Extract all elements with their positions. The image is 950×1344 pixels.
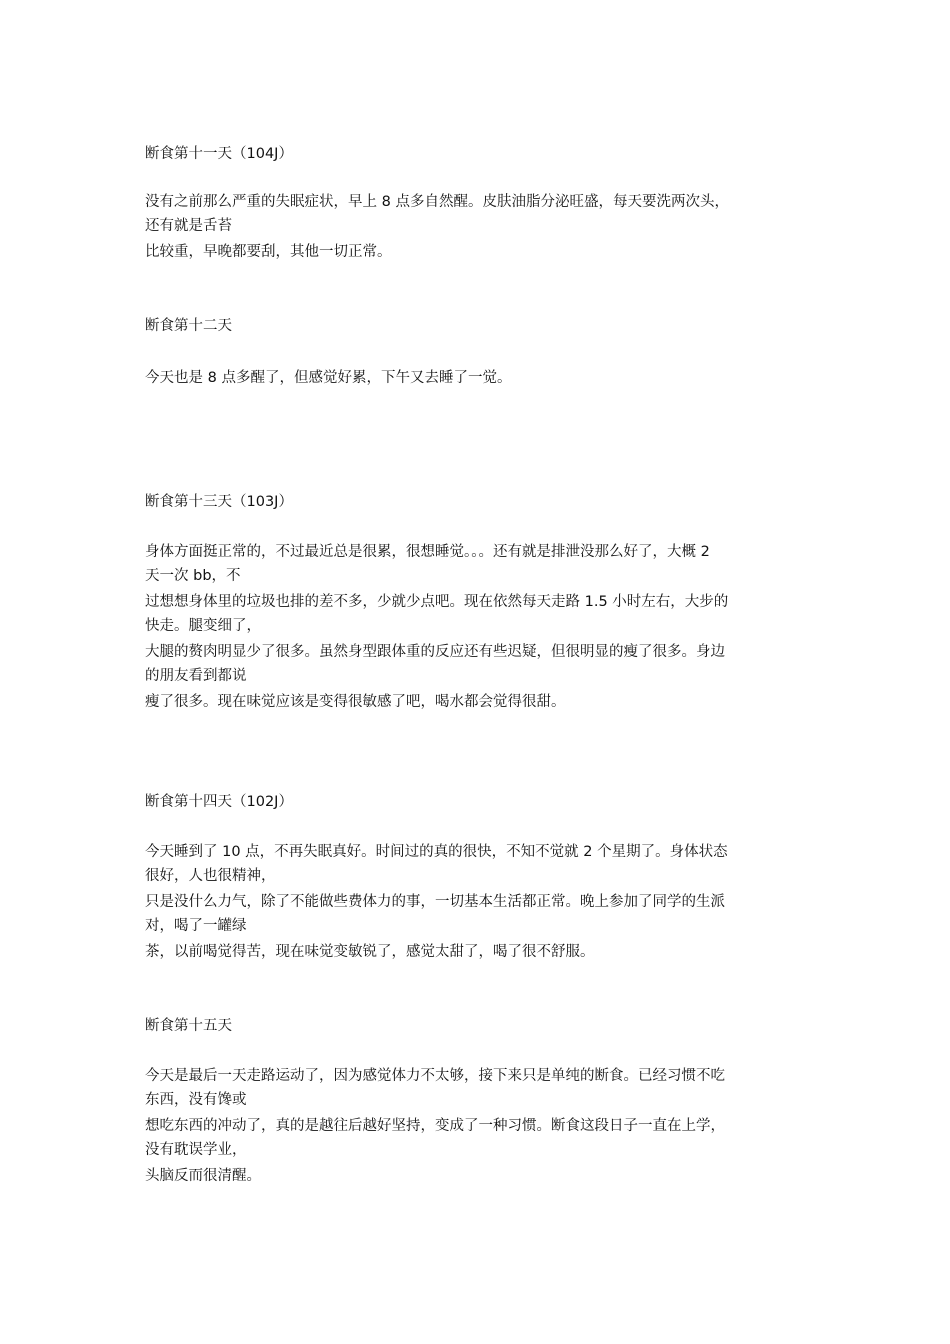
entry-text-line: 茶，以前喝觉得苦，现在味觉变敏锐了，感觉太甜了，喝了很不舒服。 <box>145 944 595 960</box>
entry-heading: 断食第十一天（104J） <box>145 146 293 162</box>
entry-text-line: 没有耽误学业， <box>145 1142 247 1158</box>
entry-text-line: 只是没什么力气，除了不能做些费体力的事，一切基本生活都正常。晚上参加了同学的生派 <box>145 894 725 910</box>
entry-heading: 断食第十二天 <box>145 318 232 334</box>
entry-text-line: 对，喝了一罐绿 <box>145 918 247 934</box>
entry-heading: 断食第十五天 <box>145 1018 232 1034</box>
entry-heading: 断食第十三天（103J） <box>145 494 293 510</box>
entry-text-line: 今天也是 8 点多醒了，但感觉好累，下午又去睡了一觉。 <box>145 370 512 386</box>
entry-text-line: 东西，没有馋或 <box>145 1092 247 1108</box>
entry-heading: 断食第十四天（102J） <box>145 794 293 810</box>
entry-text-line: 天一次 bb，不 <box>145 568 241 584</box>
entry-text-line: 过想想身体里的垃圾也排的差不多，少就少点吧。现在依然每天走路 1.5 小时左右，大步的 <box>145 594 729 610</box>
entry-text-line: 比较重，早晚都要刮，其他一切正常。 <box>145 244 392 260</box>
entry-text-line: 还有就是舌苔 <box>145 218 232 234</box>
entry-text-line: 头脑反而很清醒。 <box>145 1168 261 1184</box>
entry-text-line: 的朋友看到都说 <box>145 668 247 684</box>
entry-text-line: 没有之前那么严重的失眠症状，早上 8 点多自然醒。皮肤油脂分泌旺盛，每天要洗两次头， <box>145 194 729 210</box>
entry-text-line: 今天睡到了 10 点，不再失眠真好。时间过的真的很快，不知不觉就 2 个星期了。身体状态 <box>145 844 728 860</box>
entry-text-line: 今天是最后一天走路运动了，因为感觉体力不太够，接下来只是单纯的断食。已经习惯不吃 <box>145 1068 725 1084</box>
entry-text-line: 大腿的赘肉明显少了很多。虽然身型跟体重的反应还有些迟疑，但很明显的瘦了很多。身边 <box>145 644 725 660</box>
entry-text-line: 想吃东西的冲动了，真的是越往后越好坚持，变成了一种习惯。断食这段日子一直在上学， <box>145 1118 725 1134</box>
entry-text-line: 瘦了很多。现在味觉应该是变得很敏感了吧，喝水都会觉得很甜。 <box>145 694 566 710</box>
entry-text-line: 身体方面挺正常的，不过最近总是很累，很想睡觉。。。还有就是排泄没那么好了，大概 2 <box>145 544 710 560</box>
entry-text-line: 快走。腿变细了， <box>145 618 261 634</box>
entry-text-line: 很好，人也很精神， <box>145 868 276 884</box>
